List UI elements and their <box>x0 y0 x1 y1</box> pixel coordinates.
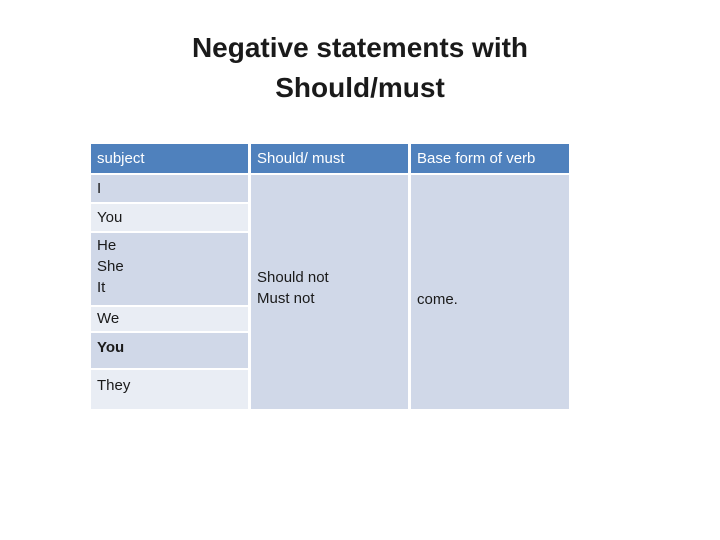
subject-row-you <box>91 204 248 231</box>
grammar-table <box>91 144 571 409</box>
modal-cell <box>251 175 408 409</box>
header-subject <box>91 144 248 173</box>
slide-title-line-2: Should/must <box>275 72 445 103</box>
header-modal-label: Should/ must <box>257 150 345 167</box>
subject-it: It <box>97 279 106 296</box>
header-modal <box>251 144 408 173</box>
subject-i: I <box>97 180 102 197</box>
modal-should-not: Should not <box>257 269 329 286</box>
subject-row-he-she-it <box>91 233 248 305</box>
header-subject-label: subject <box>97 150 145 167</box>
subject-you: You <box>97 209 123 226</box>
verb-come: come. <box>417 290 458 308</box>
subject-row-they <box>91 370 248 409</box>
header-verb <box>411 144 569 173</box>
verb-cell <box>411 175 569 409</box>
slide-title <box>0 28 720 108</box>
subject-row-i <box>91 175 248 202</box>
slide-title-line-1: Negative statements with <box>191 32 529 63</box>
header-verb-label: Base form of verb <box>417 150 536 167</box>
subject-they: They <box>97 377 131 394</box>
modal-must-not: Must not <box>257 290 315 307</box>
subject-he: He <box>97 237 117 254</box>
subject-we: We <box>97 310 120 327</box>
subject-row-we <box>91 307 248 331</box>
subject-she: She <box>97 258 124 275</box>
subject-you-plural: You <box>97 339 125 356</box>
subject-row-you-plural <box>91 333 248 368</box>
